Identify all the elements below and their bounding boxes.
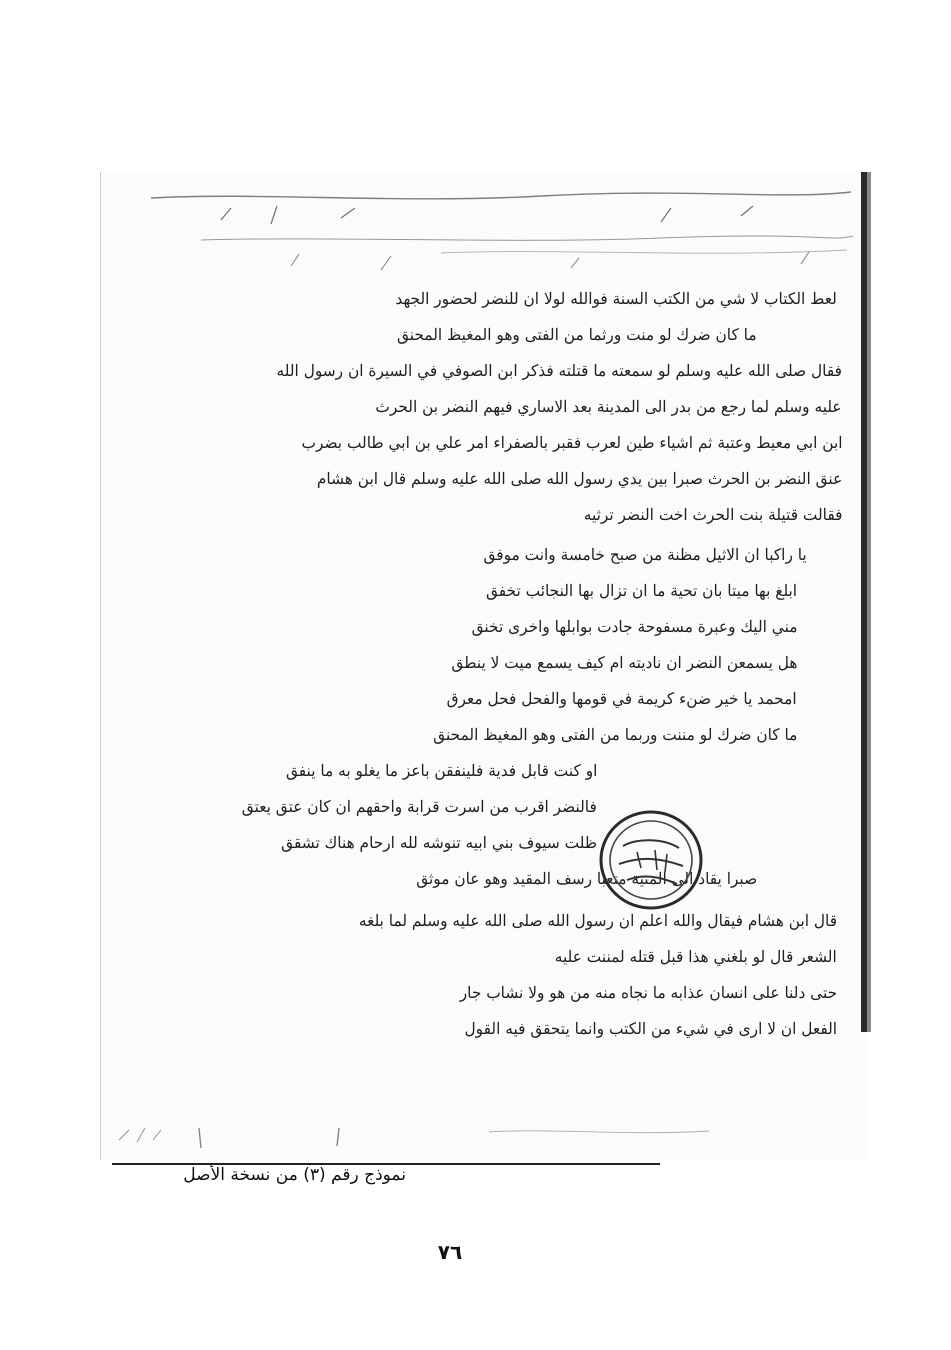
manuscript-line: ما كان ضرك لو مننت وربما من الفتى وهو المغيظ المحنق	[432, 725, 797, 744]
manuscript-line: هل يسمعن النضر ان ناديته ام كيف يسمع ميت لا ينطق	[450, 653, 797, 672]
manuscript-line: لعط الكتاب لا شي من الكتب السنة فوالله لولا ان للنضر لحضور الجهد	[395, 289, 837, 308]
manuscript-line: او كنت قابل فدية فلينفقن باعز ما يغلو به ما ينفق	[285, 761, 597, 780]
manuscript-line: فقالت قتيلة بنت الحرث اخت النضر ترثيه	[583, 505, 842, 524]
manuscript-header-marks	[141, 178, 857, 288]
manuscript-line: الفعل ان لا ارى في شيء من الكتب وانما يتحقق فيه القول	[464, 1019, 837, 1038]
page-number: ٧٦	[437, 1240, 463, 1264]
manuscript-line: عليه وسلم لما رجع من بدر الى المدينة بعد الاساري فيهم النضر بن الحرث	[375, 397, 842, 416]
manuscript-line: صبرا يقاد الى المنية متعبا رسف المقيد وهو عان موثق	[416, 869, 757, 888]
manuscript-line: ظلت سيوف بني ابيه تنوشه لله ارحام هناك تشقق	[281, 833, 597, 852]
manuscript-line: فالنضر اقرب من اسرت قرابة واحقهم ان كان عتق يعتق	[241, 797, 597, 816]
manuscript-image	[100, 172, 867, 1160]
margin-scribbles	[109, 1122, 859, 1152]
manuscript-line: ابن ابي معيط وعتبة ثم اشياء طين لعرب فقبر بالصفراء امر علي بن ابي طالب بضرب	[301, 433, 842, 452]
figure-caption: نموذج رقم (٣) من نسخة الأصل	[183, 1165, 406, 1185]
manuscript-line: حتى دلنا على انسان عذابه ما نجاه منه من هو ولا نشاب جار	[459, 983, 837, 1002]
manuscript-line: ما كان ضرك لو منت ورثما من الفتى وهو المغيظ المحنق	[397, 325, 757, 344]
manuscript-line: يا راكبا ان الاثيل مظنة من صبح خامسة وانت موفق	[483, 545, 807, 564]
manuscript-line: عنق النضر بن الحرث صبرا بين يدي رسول الله صلى الله عليه وسلم قال ابن هشام	[316, 469, 842, 488]
manuscript-line: قال ابن هشام فيقال والله اعلم ان رسول الله صلى الله عليه وسلم لما بلغه	[358, 911, 837, 930]
manuscript-line: الشعر قال لو بلغني هذا قبل قتله لمننت عليه	[555, 947, 837, 966]
manuscript-line: ابلغ بها ميتا بان تحية ما ان تزال بها النجائب تخفق	[485, 581, 797, 600]
page-edge-shadow	[861, 172, 871, 1032]
manuscript-line: فقال صلى الله عليه وسلم لو سمعته ما قتلته فذكر ابن الصوفي في السيرة ان رسول الله	[276, 361, 842, 380]
manuscript-line: مني اليك وعبرة مسفوحة جادت بوابلها واخرى تخنق	[471, 617, 797, 636]
manuscript-line: امحمد يا خير ضنء كريمة في قومها والفحل فحل معرق	[446, 689, 797, 708]
ownership-seal	[597, 808, 705, 912]
